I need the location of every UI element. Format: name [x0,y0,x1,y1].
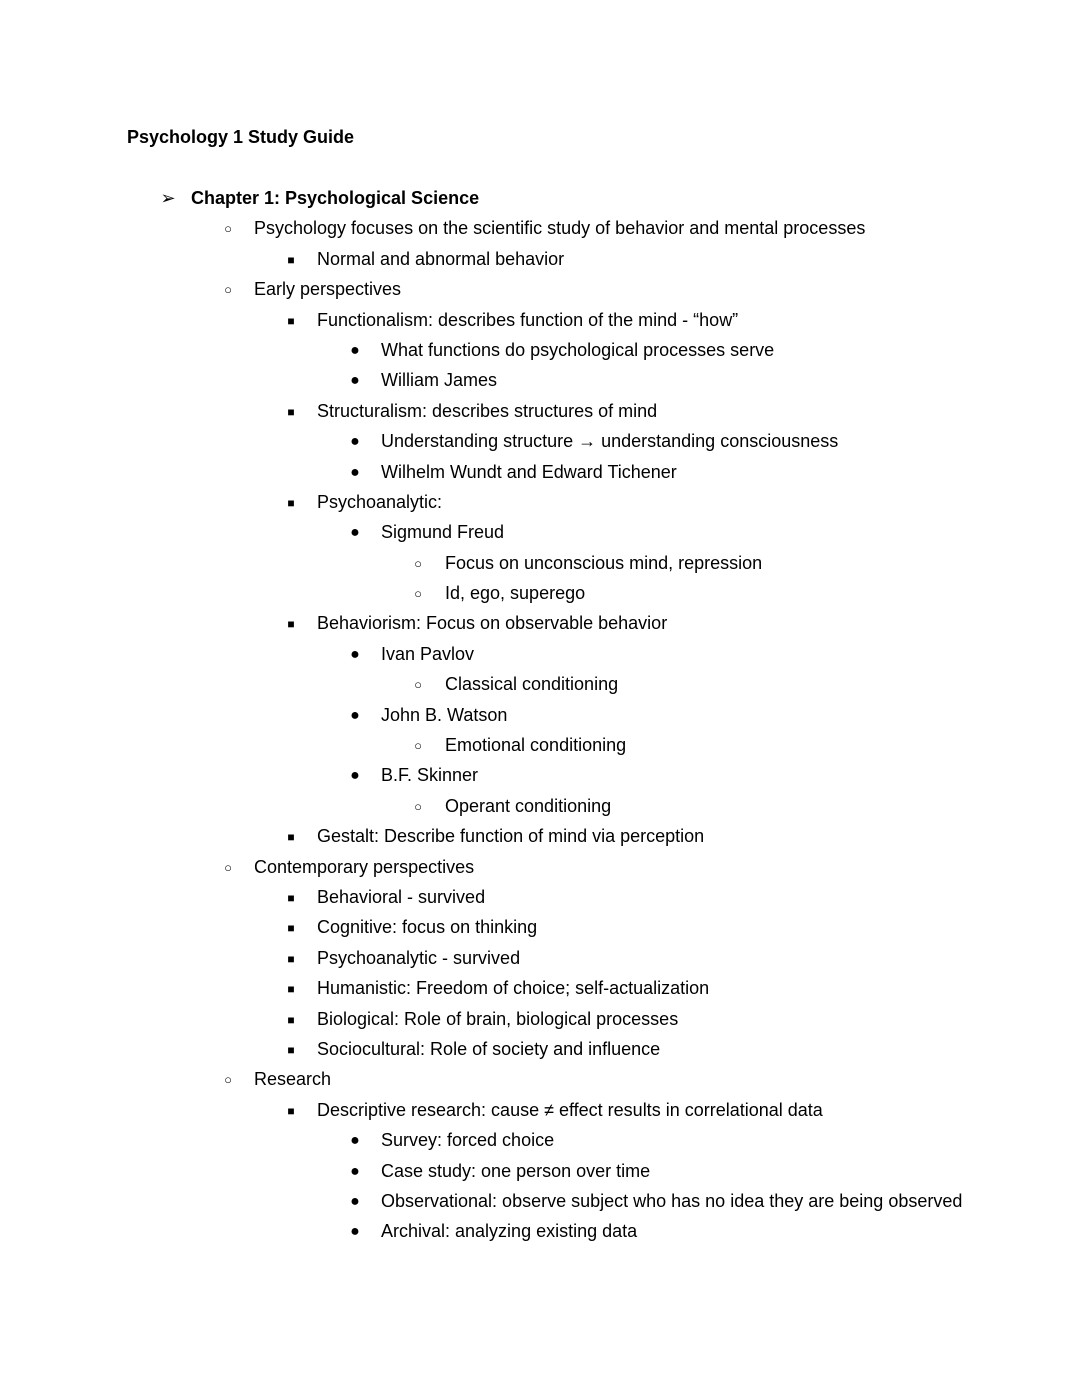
hollow-circle-bullet-icon: ○ [414,798,422,814]
outline-item [0,1098,1080,1128]
outline-item-text: Classical conditioning [445,674,619,695]
outline-item-text: B.F. Skinner [381,765,479,786]
outline-item [0,186,1080,216]
outline-item [0,946,1080,976]
outline-item-text: Psychoanalytic - survived [317,947,521,968]
arrow-bullet-icon: ➢ [160,188,176,208]
filled-circle-bullet-icon: ● [350,1162,360,1180]
square-bullet-icon: ■ [287,1042,295,1057]
filled-circle-bullet-icon: ● [350,433,360,451]
square-bullet-icon: ■ [287,252,295,267]
square-bullet-icon: ■ [287,951,295,966]
outline-item [0,915,1080,945]
outline-item-text: Wilhelm Wundt and Edward Tichener [381,461,677,482]
filled-circle-bullet-icon: ● [350,341,360,359]
outline-item-text: Ivan Pavlov [381,643,475,664]
outline-item-text: Behavioral - survived [317,886,486,907]
outline-item-text: Functionalism: describes function of the mind - “how” [317,309,739,330]
outline-item [0,247,1080,277]
outline-item-text: Psychology focuses on the scientific study of behavior and mental processes [254,218,866,239]
hollow-circle-bullet-icon: ○ [224,221,232,237]
hollow-circle-bullet-icon: ○ [414,555,422,571]
outline-item-text: Gestalt: Describe function of mind via perception [317,826,705,847]
outline-item [0,855,1080,885]
outline-item [0,399,1080,429]
outline-item-text: Sociocultural: Role of society and influence [317,1038,661,1059]
outline-item [0,824,1080,854]
outline-item-text: Biological: Role of brain, biological processes [317,1008,679,1029]
square-bullet-icon: ■ [287,982,295,997]
hollow-circle-bullet-icon: ○ [224,859,232,875]
page-title: Psychology 1 Study Guide [127,127,355,147]
outline-item [0,460,1080,490]
outline-item-text: Early perspectives [254,279,402,300]
outline-item [0,672,1080,702]
outline-item [0,794,1080,824]
outline-item [0,763,1080,793]
chapter-heading: Chapter 1: Psychological Science [191,188,480,208]
square-bullet-icon: ■ [287,313,295,328]
outline-item [0,338,1080,368]
outline-item-text: Behaviorism: Focus on observable behavior [317,613,668,634]
outline-item [0,703,1080,733]
outline-item [0,1159,1080,1189]
outline-item-text: Descriptive research: cause ≠ effect results in correlational data [317,1099,823,1120]
outline-item [0,1189,1080,1219]
filled-circle-bullet-icon: ● [350,524,360,542]
filled-circle-bullet-icon: ● [350,1223,360,1241]
filled-circle-bullet-icon: ● [350,1132,360,1150]
square-bullet-icon: ■ [287,890,295,905]
outline-item-text: What functions do psychological processes serve [381,339,775,360]
outline-item-text: Psychoanalytic: [317,491,443,512]
outline-item-text: William James [381,370,498,391]
outline-item [0,520,1080,550]
hollow-circle-bullet-icon: ○ [414,738,422,754]
outline-item [0,733,1080,763]
outline-item-text: Normal and abnormal behavior [317,248,565,269]
outline-item-text: Sigmund Freud [381,522,505,543]
outline-item-text: Id, ego, superego [445,583,586,604]
outline-item-text: Understanding structure → understanding consciousness [381,431,839,452]
outline-item [0,1037,1080,1067]
filled-circle-bullet-icon: ● [350,372,360,390]
outline-item-text: Focus on unconscious mind, repression [445,552,763,573]
outline-item-text: Cognitive: focus on thinking [317,917,538,938]
square-bullet-icon: ■ [287,617,295,632]
outline-item [0,581,1080,611]
hollow-circle-bullet-icon: ○ [224,1072,232,1088]
outline-item-text: Survey: forced choice [381,1130,555,1151]
filled-circle-bullet-icon: ● [350,463,360,481]
filled-circle-bullet-icon: ● [350,1192,360,1210]
outline-item [0,277,1080,307]
hollow-circle-bullet-icon: ○ [414,586,422,602]
outline-item-text: John B. Watson [381,704,508,725]
outline-item [0,429,1080,459]
outline-item-text: Research [254,1069,332,1090]
outline-item [0,1007,1080,1037]
square-bullet-icon: ■ [287,1103,295,1118]
outline-item [0,642,1080,672]
outline-item-text: Observational: observe subject who has no idea they are being observed [381,1190,963,1211]
outline-item-text: Contemporary perspectives [254,856,475,877]
outline-item [0,1219,1080,1249]
outline-item [0,1067,1080,1097]
filled-circle-bullet-icon: ● [350,767,360,785]
square-bullet-icon: ■ [287,1012,295,1027]
outline-item-text: Structuralism: describes structures of mind [317,400,658,421]
outline-item-text: Archival: analyzing existing data [381,1221,638,1242]
outline-item [0,1128,1080,1158]
outline-item [0,611,1080,641]
square-bullet-icon: ■ [287,404,295,419]
outline-item [0,490,1080,520]
outline-item [0,976,1080,1006]
outline-item [0,216,1080,246]
outline-item-text: Humanistic: Freedom of choice; self-actualization [317,978,710,999]
filled-circle-bullet-icon: ● [350,645,360,663]
filled-circle-bullet-icon: ● [350,706,360,724]
hollow-circle-bullet-icon: ○ [414,677,422,693]
square-bullet-icon: ■ [287,921,295,936]
study-guide-outline [0,186,1080,1250]
outline-item-text: Operant conditioning [445,795,612,816]
outline-item [0,551,1080,581]
outline-item [0,368,1080,398]
square-bullet-icon: ■ [287,495,295,510]
outline-item [0,308,1080,338]
hollow-circle-bullet-icon: ○ [224,282,232,298]
square-bullet-icon: ■ [287,830,295,845]
outline-item-text: Emotional conditioning [445,735,627,756]
outline-item-text: Case study: one person over time [381,1160,651,1181]
outline-item [0,885,1080,915]
